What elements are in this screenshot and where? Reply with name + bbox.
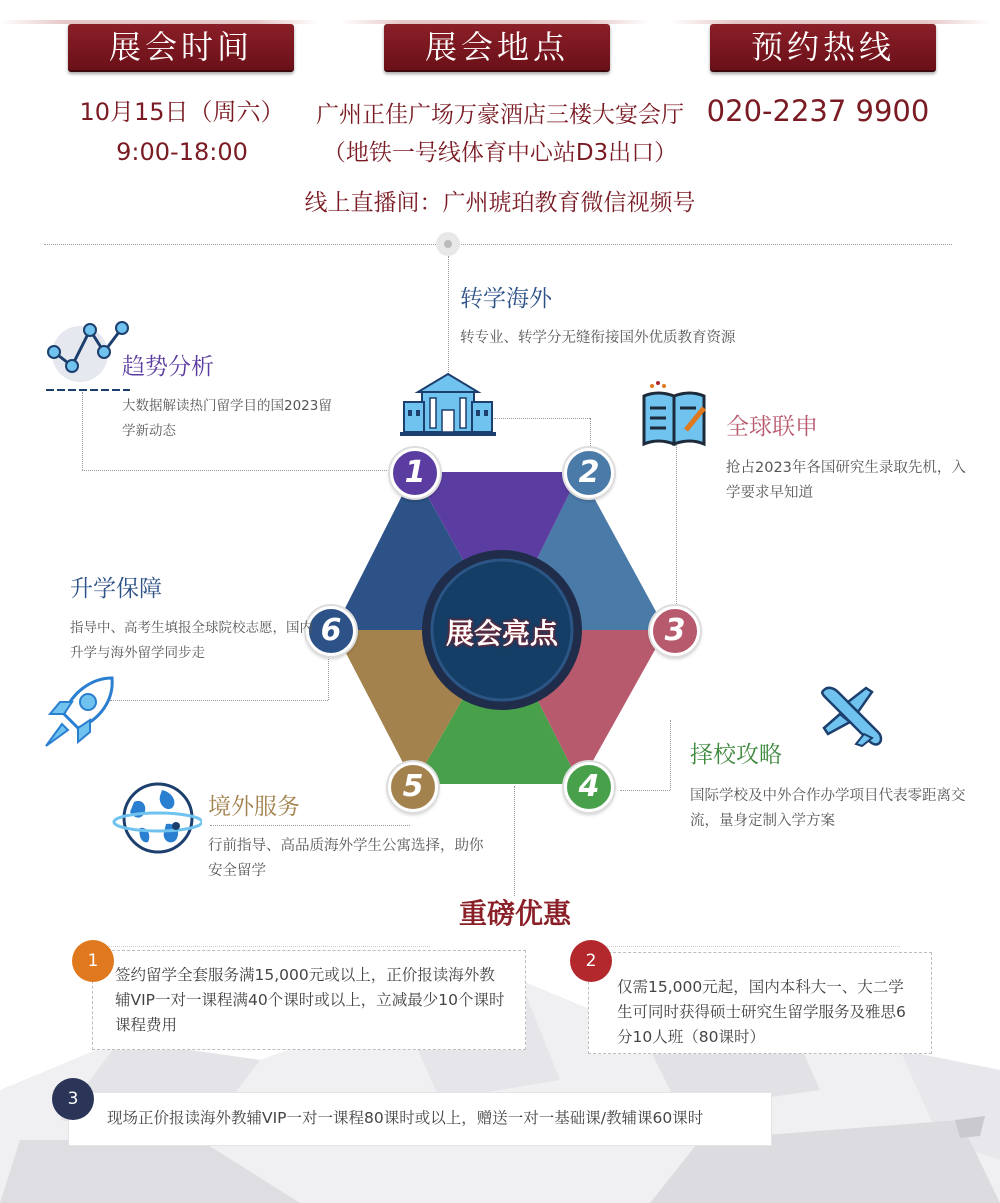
offers-title-rule xyxy=(600,946,900,947)
open-book-icon xyxy=(640,380,710,450)
offers-title-rule xyxy=(100,946,430,947)
exhibition-time-header: 展会时间 xyxy=(68,24,294,72)
offer-number-3: 3 xyxy=(52,1078,94,1120)
connector-line xyxy=(620,790,670,791)
offer-number-2: 2 xyxy=(570,940,612,982)
highlight-number-6: 6 xyxy=(306,606,356,656)
overseas-service-title: 境外服务 xyxy=(208,794,300,820)
offer-text-2: 仅需15,000元起，国内本科大一、大二学生可同时获得硕士研究生留学服务及雅思6分10人班（80课时） xyxy=(617,978,906,1046)
connector-line xyxy=(514,786,515,896)
school-strategy-title: 择校攻略 xyxy=(690,742,782,768)
offer-number-1: 1 xyxy=(72,940,114,982)
connector-line xyxy=(210,825,410,826)
school-strategy-desc: 国际学校及中外合作办学项目代表零距离交流，量身定制入学方案 xyxy=(690,788,966,829)
trend-analysis-desc: 大数据解读热门留学目的国2023留学新动态 xyxy=(122,398,332,439)
section-divider xyxy=(44,244,952,245)
offer-card-1 xyxy=(92,950,526,1050)
offer-card-3 xyxy=(68,1092,772,1146)
trend-analysis-title: 趋势分析 xyxy=(122,354,214,380)
offers-title: 重磅优惠 xyxy=(458,897,571,930)
offer-card-2 xyxy=(588,952,932,1054)
trend-chart-icon xyxy=(44,318,132,394)
venue-metro: （地铁一号线体育中心站D3出口） xyxy=(322,140,678,166)
livestream-info: 线上直播间：广州琥珀教育微信视频号 xyxy=(304,190,696,216)
connector-line xyxy=(448,256,449,376)
connector-line xyxy=(328,650,329,700)
school-building-icon xyxy=(400,372,496,438)
globe-icon xyxy=(112,780,202,860)
transfer-abroad-desc: 转专业、转学分无缝衔接国外优质教育资源 xyxy=(460,330,736,346)
connector-line xyxy=(82,392,83,470)
transfer-abroad-title: 转学海外 xyxy=(460,286,552,312)
highlight-number-5: 5 xyxy=(388,762,438,812)
study-guarantee-title: 升学保障 xyxy=(70,576,162,602)
reservation-hotline-header: 预约热线 xyxy=(710,24,936,72)
highlight-number-1: 1 xyxy=(390,448,440,498)
exhibition-date: 10月15日（周六） xyxy=(79,98,285,126)
highlight-number-4: 4 xyxy=(564,762,614,812)
exhibition-venue-header: 展会地点 xyxy=(384,24,610,72)
connector-line xyxy=(590,418,591,448)
highlight-number-2: 2 xyxy=(564,448,614,498)
center-label: 展会亮点 xyxy=(445,617,558,650)
overseas-service-desc: 行前指导、高品质海外学生公寓选择，助你安全留学 xyxy=(208,838,484,879)
offer-text-1: 签约留学全套服务满15,000元或以上，正价报读海外教辅VIP一对一课程满40个课时或以上，立减最少10个课时课程费用 xyxy=(115,966,505,1034)
global-application-desc: 抢占2023年各国研究生录取先机，入学要求早知道 xyxy=(726,460,966,501)
study-guarantee-desc: 指导中、高考生填报全球院校志愿，国内升学与海外留学同步走 xyxy=(70,620,313,661)
connector-line xyxy=(110,700,328,701)
rocket-icon xyxy=(42,674,118,750)
connector-line xyxy=(676,440,677,610)
highlight-number-3: 3 xyxy=(650,606,700,656)
divider-dot xyxy=(436,232,460,256)
global-application-title: 全球联申 xyxy=(726,414,818,440)
airplane-icon xyxy=(818,684,886,748)
offer-text-3: 现场正价报读海外教辅VIP一对一课程80课时或以上，赠送一对一基础课/教辅课60课时 xyxy=(107,1109,704,1127)
hotline-number[interactable]: 020-2237 9900 xyxy=(706,94,930,128)
venue-address: 广州正佳广场万豪酒店三楼大宴会厅 xyxy=(316,102,684,128)
connector-line xyxy=(494,418,590,419)
exhibition-hours: 9:00-18:00 xyxy=(116,138,248,166)
